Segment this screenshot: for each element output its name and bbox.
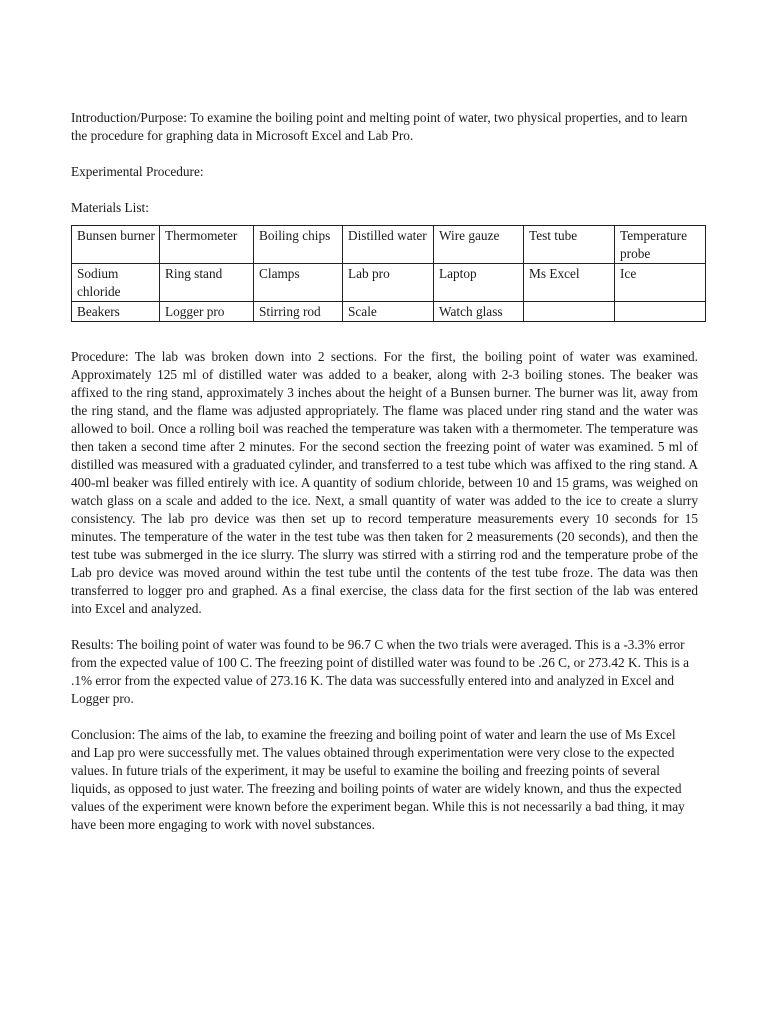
table-row (72, 226, 706, 264)
table-cell: Laptop (434, 264, 524, 302)
introduction-paragraph: Introduction/Purpose: To examine the boiling point and melting point of water, two physical properties, and to learn the procedure for graphing data in Microsoft Excel and Lab Pro. (71, 110, 688, 143)
table-row (72, 264, 706, 302)
table-cell: Ms Excel (524, 264, 615, 302)
table-cell: Ring stand (160, 264, 254, 302)
table-cell: Beakers (72, 302, 160, 322)
table-cell: Distilled water (343, 226, 434, 264)
conclusion-paragraph: Conclusion: The aims of the lab, to examine the freezing and boiling point of water and learn the use of Ms Excel and Lap pro were successfully met. The values obtained through experimentation were very close to the expected values. In future trials of the experiment, it may be useful to examine the boiling and freezing points of several liquids, as opposed to just water. The freezing and boiling points of water are widely known, and thus the expected values of the experiment were known before the experiment began. While this is not necessarily a bad thing, it may have been more engaging to work with novel substances. (71, 727, 685, 832)
procedure-paragraph: Procedure: The lab was broken down into 2 sections. For the first, the boiling point of water was examined. Approximately 125 ml of distilled water was added to a beaker, along with 2-3 boiling stones. The beaker was affixed to the ring stand, approximately 3 inches about the height of a Bunsen burner. The burner was lit, away from the ring stand, and the flame was adjusted appropriately. The flame was placed under ring stand and the water was allowed to boil. Once a rolling boil was reached the temperature was taken with a thermometer. The temperature was then taken a second time after 2 minutes. For the second section the freezing point of water was examined. 5 ml of distilled was measured with a graduated cylinder, and transferred to a test tube which was affixed to the ring stand. A 400-ml beaker was filled entirely with ice. A quantity of sodium chloride, between 10 and 15 grams, was weighed on watch glass on a scale and added to the ice. Next, a small quantity of water was added to the ice to create a slurry consistency. The lab pro device was then set up to record temperature measurements every 10 seconds for 15 minutes. The temperature of the water in the test tube was then taken for 2 measurements (20 seconds), and then the test tube was submerged in the ice slurry. The slurry was stirred with a stirring rod and the temperature probe of the Lab pro device was moved around within the test tube until the contents of the test tube froze. The data was then transferred to logger pro and graphed. As a final exercise, the class data for the first section of the lab was entered into Excel and analyzed. (71, 349, 698, 616)
table-cell (524, 302, 615, 322)
table-cell: Thermometer (160, 226, 254, 264)
table-cell: Ice (615, 264, 706, 302)
table-cell: Wire gauze (434, 226, 524, 264)
results-paragraph: Results: The boiling point of water was found to be 96.7 C when the two trials were averaged. This is a -3.3% error from the expected value of 100 C. The freezing point of distilled water was found to be .26 C, or 273.42 K. This is a .1% error from the expected value of 273.16 K. The data was successfully entered into and analyzed in Excel and Logger pro. (71, 637, 690, 706)
table-cell: Bunsen burner (72, 226, 160, 264)
materials-list-heading: Materials List: (71, 200, 149, 215)
table-cell: Temperature probe (615, 226, 706, 264)
table-cell: Logger pro (160, 302, 254, 322)
table-cell: Clamps (254, 264, 343, 302)
table-cell: Lab pro (343, 264, 434, 302)
table-cell: Watch glass (434, 302, 524, 322)
table-cell: Stirring rod (254, 302, 343, 322)
table-cell (615, 302, 706, 322)
table-cell: Scale (343, 302, 434, 322)
document-page (71, 109, 698, 834)
table-row (72, 302, 706, 322)
table-cell: Sodium chloride (72, 264, 160, 302)
materials-table (71, 225, 706, 322)
table-cell: Test tube (524, 226, 615, 264)
experimental-procedure-heading: Experimental Procedure: (71, 164, 204, 179)
table-cell: Boiling chips (254, 226, 343, 264)
